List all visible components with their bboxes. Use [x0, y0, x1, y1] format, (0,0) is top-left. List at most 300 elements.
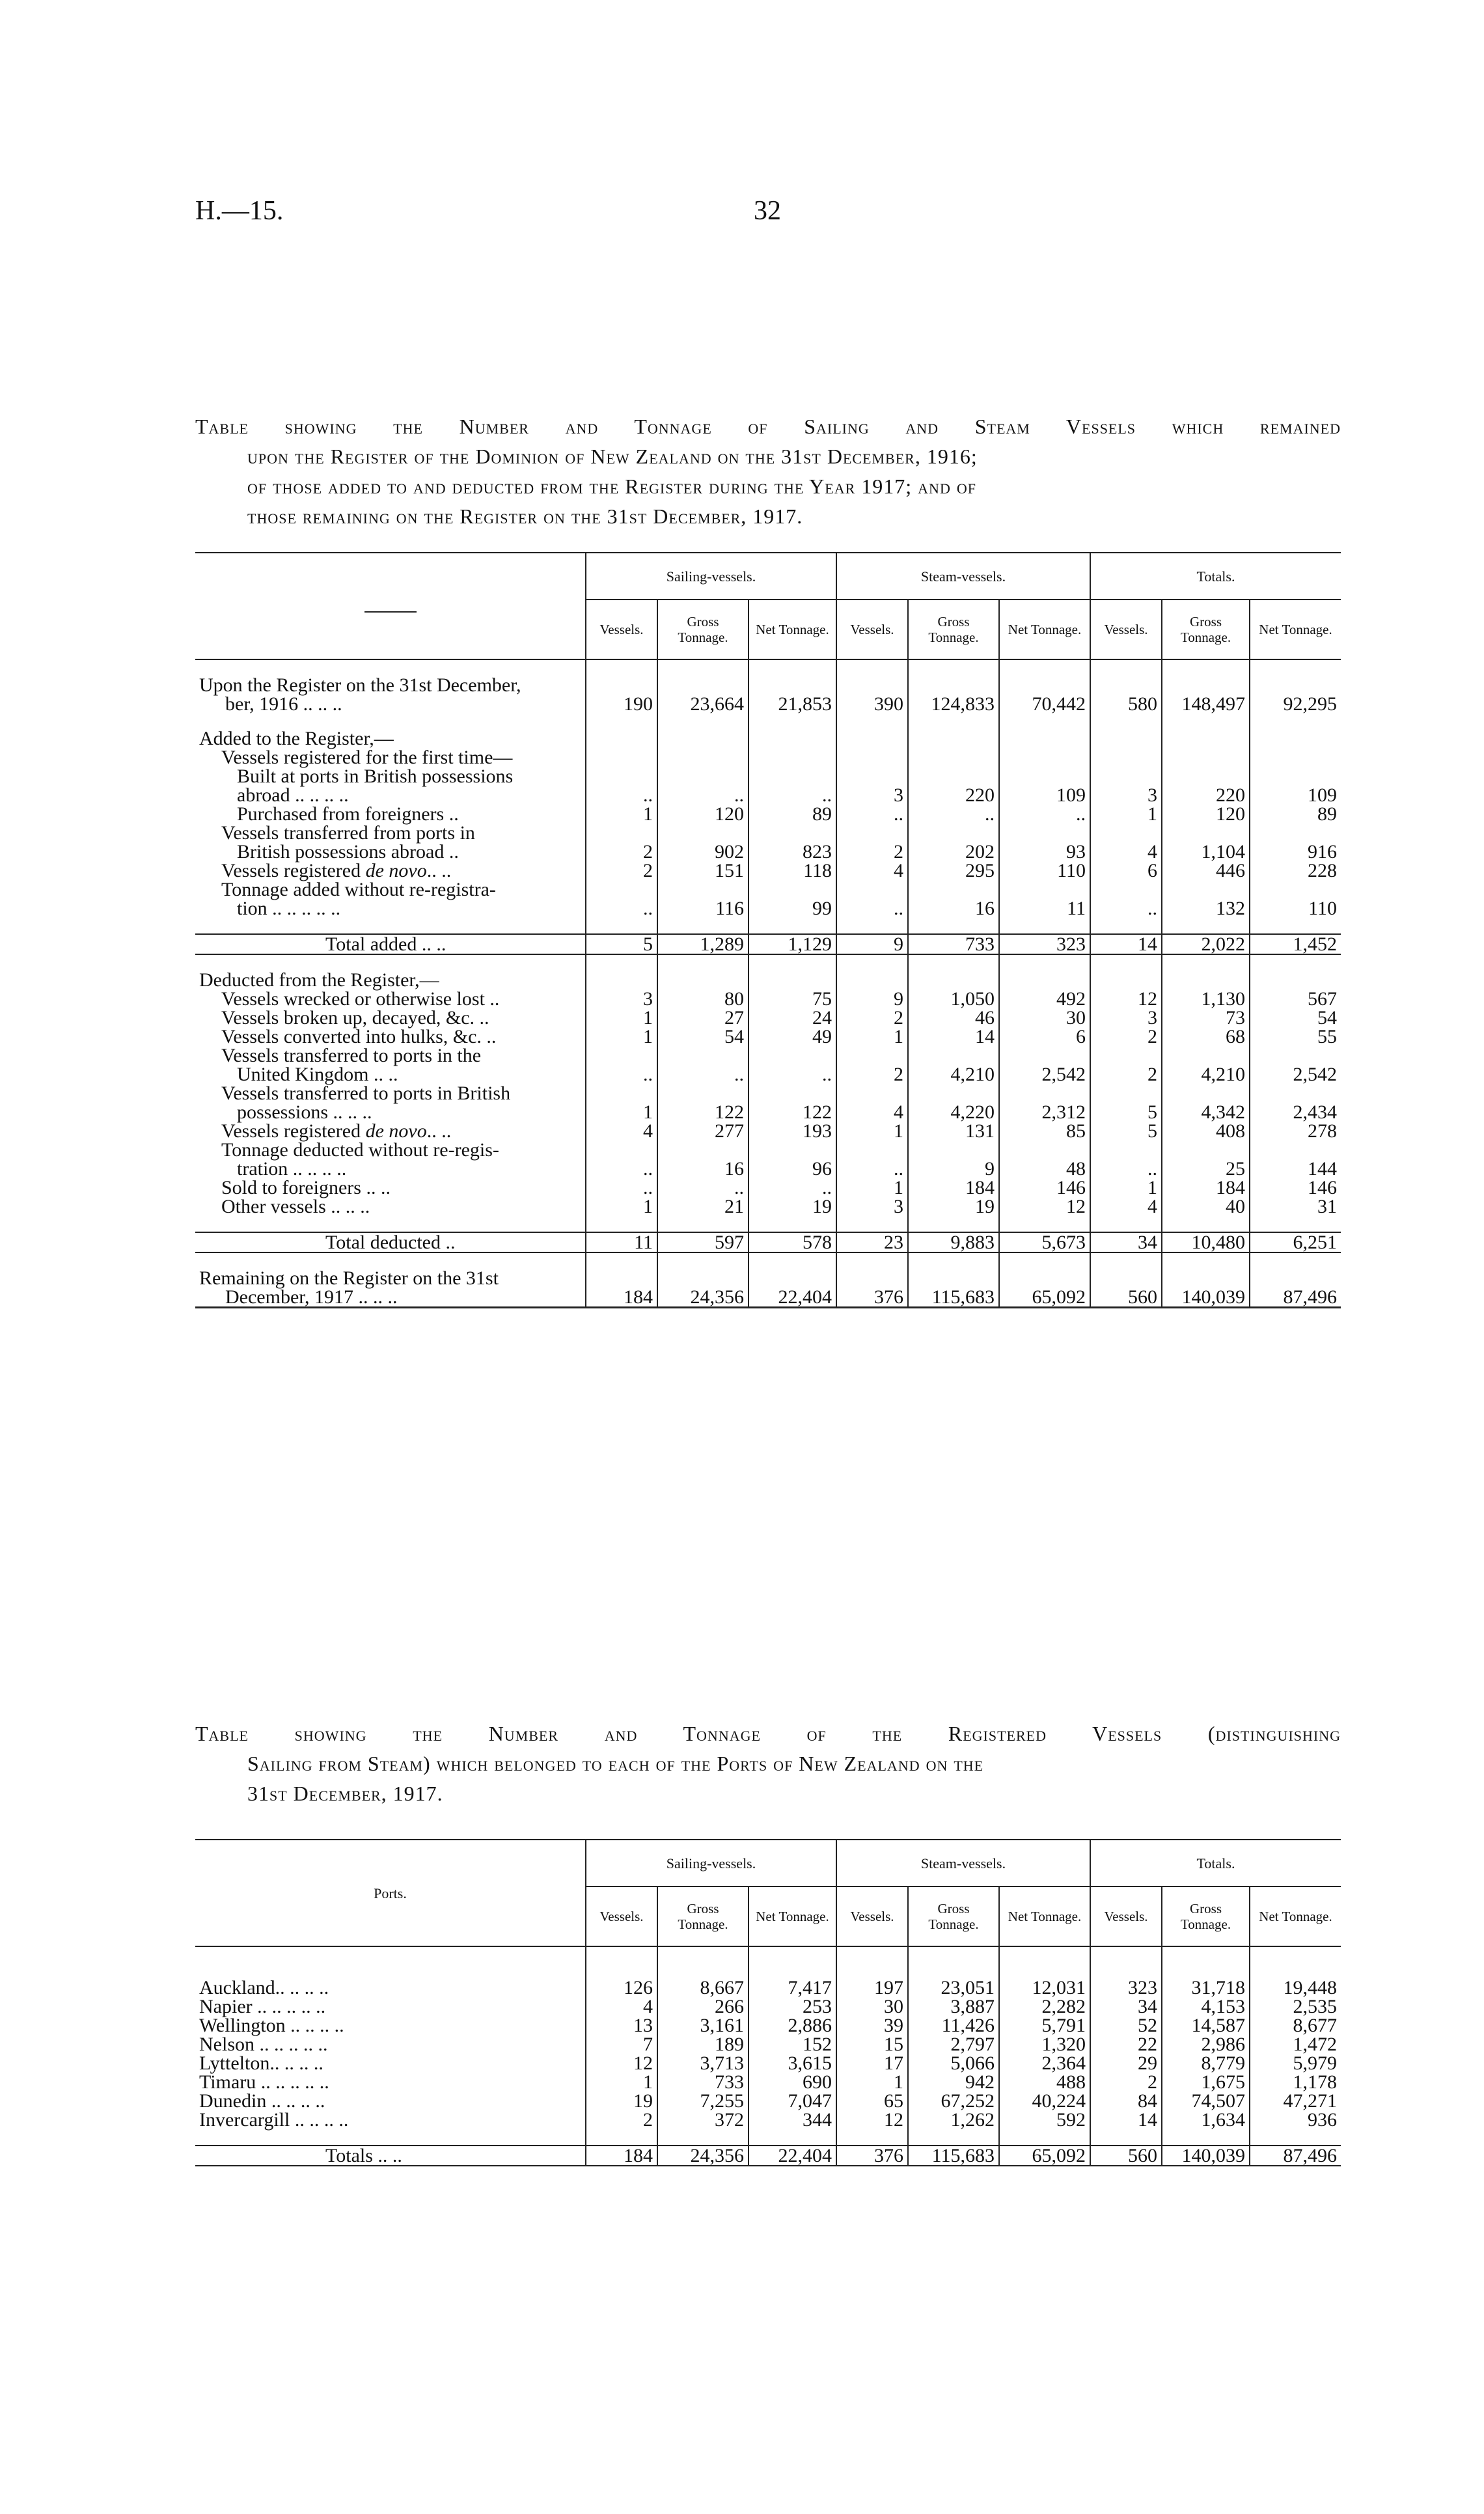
row-label: [195, 1065, 586, 1084]
value-cell: 4: [836, 861, 908, 880]
table-row: [195, 934, 1341, 954]
value-cell: 6: [999, 1027, 1090, 1046]
value-cell: 40,224: [999, 2092, 1090, 2110]
value-cell: 390: [836, 676, 908, 713]
value-cell: 597: [657, 1232, 749, 1252]
value-cell: 25: [1162, 1159, 1250, 1178]
value-cell: 2: [1090, 2073, 1162, 2092]
value-cell: 184: [586, 2146, 657, 2166]
value-cell: 733: [657, 2073, 749, 2092]
value-cell: 376: [836, 1269, 908, 1308]
value-cell: 5,066: [908, 2054, 999, 2073]
value-cell: 122: [749, 1103, 836, 1122]
value-cell: 19: [586, 2092, 657, 2110]
value-cell: 228: [1250, 861, 1341, 880]
caption-line: those remaining on the Register on the 31st December, 1917.: [247, 504, 803, 528]
value-cell: 29: [1090, 2054, 1162, 2073]
value-cell: 39: [836, 2016, 908, 2035]
row-label-line: Other vessels .. .. ..: [221, 1196, 370, 1217]
value-cell: [586, 729, 657, 748]
value-cell: 11: [999, 899, 1090, 918]
value-cell: [836, 823, 908, 842]
table-row: [195, 823, 1341, 842]
value-cell: [586, 880, 657, 899]
page-number: 32: [754, 196, 781, 226]
table-row: [195, 786, 1341, 805]
value-cell: 184: [1162, 1178, 1250, 1197]
value-cell: 5,791: [999, 2016, 1090, 2035]
row-label-line: Vessels registered de novo.. ..: [221, 860, 452, 881]
value-cell: 197: [836, 1978, 908, 1997]
value-cell: 46: [908, 1008, 999, 1027]
value-cell: 12: [586, 2054, 657, 2073]
row-label-line: Vessels wrecked or otherwise lost ..: [221, 988, 500, 1010]
value-cell: 184: [908, 1178, 999, 1197]
value-cell: 1,472: [1250, 2035, 1341, 2054]
value-cell: 3: [836, 1197, 908, 1216]
value-cell: 578: [749, 1232, 836, 1252]
row-label: [195, 805, 586, 823]
value-cell: [1250, 1046, 1341, 1065]
value-cell: 4: [586, 1122, 657, 1140]
value-cell: [1090, 1046, 1162, 1065]
value-cell: 344: [749, 2110, 836, 2129]
value-cell: [908, 823, 999, 842]
value-cell: 4,210: [908, 1065, 999, 1084]
value-cell: 2,022: [1162, 934, 1250, 954]
value-cell: 1: [586, 1027, 657, 1046]
value-cell: 488: [999, 2073, 1090, 2092]
value-cell: 148,497: [1162, 676, 1250, 713]
value-cell: 70,442: [999, 676, 1090, 713]
value-cell: 3: [1090, 786, 1162, 805]
value-cell: [1250, 823, 1341, 842]
value-cell: 3: [586, 989, 657, 1008]
value-cell: 733: [908, 934, 999, 954]
document-reference: H.—15.: [195, 196, 284, 226]
subheader-net-tonnage: Net Tonnage.: [1250, 600, 1341, 659]
value-cell: 1: [1090, 1178, 1162, 1197]
group-header-sailing: Sailing-vessels.: [586, 553, 836, 600]
value-cell: ..: [836, 805, 908, 823]
value-cell: 5,979: [1250, 2054, 1341, 2073]
page-header: [195, 195, 1341, 234]
value-cell: 9: [836, 934, 908, 954]
value-cell: 1: [586, 1008, 657, 1027]
value-cell: 23,051: [908, 1978, 999, 1997]
value-cell: 99: [749, 899, 836, 918]
value-cell: 34: [1090, 1997, 1162, 2016]
value-cell: 823: [749, 842, 836, 861]
value-cell: [749, 1084, 836, 1103]
row-label: [195, 823, 586, 842]
value-cell: [1090, 729, 1162, 748]
subheader-vessels: Vessels.: [836, 600, 908, 659]
value-cell: 277: [657, 1122, 749, 1140]
value-cell: 1,262: [908, 2110, 999, 2129]
value-cell: 140,039: [1162, 1269, 1250, 1308]
value-cell: ..: [1090, 1159, 1162, 1178]
row-label-line: Vessels converted into hulks, &c. ..: [221, 1026, 497, 1047]
value-cell: 131: [908, 1122, 999, 1140]
value-cell: 295: [908, 861, 999, 880]
group-header-steam: Steam-vessels.: [836, 553, 1090, 600]
value-cell: 74,507: [1162, 2092, 1250, 2110]
row-label-line: ber, 1916 .. .. ..: [225, 693, 342, 715]
row-label: [195, 1140, 586, 1159]
value-cell: 1,320: [999, 2035, 1090, 2054]
row-label: [195, 729, 586, 748]
value-cell: 3: [836, 786, 908, 805]
value-cell: 48: [999, 1159, 1090, 1178]
value-cell: 4: [836, 1103, 908, 1122]
value-cell: 2,364: [999, 2054, 1090, 2073]
value-cell: [1250, 729, 1341, 748]
value-cell: 580: [1090, 676, 1162, 713]
value-cell: [999, 1084, 1090, 1103]
table-row: [195, 861, 1341, 880]
value-cell: 1,634: [1162, 2110, 1250, 2129]
row-label: [195, 767, 586, 786]
value-cell: [1090, 1140, 1162, 1159]
value-cell: 132: [1162, 899, 1250, 918]
value-cell: 75: [749, 989, 836, 1008]
value-cell: 2,886: [749, 2016, 836, 2035]
value-cell: [908, 1046, 999, 1065]
value-cell: [908, 1084, 999, 1103]
value-cell: [1250, 1140, 1341, 1159]
table-row: [195, 1084, 1341, 1103]
value-cell: 184: [586, 1269, 657, 1308]
value-cell: [1090, 971, 1162, 989]
table1-caption: [195, 411, 1341, 531]
value-cell: 65,092: [999, 1269, 1090, 1308]
value-cell: [1250, 880, 1341, 899]
caption-line: 31st December, 1917.: [247, 1782, 443, 1805]
value-cell: [586, 748, 657, 767]
value-cell: 110: [1250, 899, 1341, 918]
value-cell: ..: [657, 786, 749, 805]
value-cell: 146: [999, 1178, 1090, 1197]
table-row: [195, 842, 1341, 861]
value-cell: 2: [586, 861, 657, 880]
value-cell: 2,312: [999, 1103, 1090, 1122]
row-label: [195, 1269, 586, 1308]
subheader-vessels: Vessels.: [1090, 600, 1162, 659]
value-cell: ..: [999, 805, 1090, 823]
value-cell: 5: [1090, 1122, 1162, 1140]
value-cell: 1: [836, 1178, 908, 1197]
value-cell: 12: [1090, 989, 1162, 1008]
row-label-line: December, 1917 .. .. ..: [225, 1286, 398, 1308]
port-name: Auckland.. .. .. ..: [199, 1977, 329, 1998]
value-cell: 31: [1250, 1197, 1341, 1216]
value-cell: [836, 1046, 908, 1065]
table2-body: [195, 1946, 1341, 2166]
value-cell: 492: [999, 989, 1090, 1008]
row-label: [195, 1178, 586, 1197]
value-cell: [1090, 767, 1162, 786]
value-cell: [657, 1046, 749, 1065]
value-cell: 4: [586, 1997, 657, 2016]
value-cell: 55: [1250, 1027, 1341, 1046]
value-cell: [836, 767, 908, 786]
value-cell: 4,342: [1162, 1103, 1250, 1122]
row-label-line: British possessions abroad ..: [237, 841, 459, 863]
value-cell: 592: [999, 2110, 1090, 2129]
value-cell: 2: [836, 1008, 908, 1027]
port-name: Lyttelton.. .. .. ..: [199, 2052, 323, 2074]
caption-line: Table showing the Number and Tonnage of Sailing and Steam Vessels which remained: [195, 415, 1341, 438]
value-cell: 68: [1162, 1027, 1250, 1046]
port-row: [195, 1978, 1341, 1997]
caption-line: Table showing the Number and Tonnage of the Registered Vessels (distinguishing: [195, 1722, 1341, 1745]
value-cell: 220: [1162, 786, 1250, 805]
value-cell: [586, 971, 657, 989]
value-cell: 47,271: [1250, 2092, 1341, 2110]
value-cell: [749, 767, 836, 786]
table-row: [195, 989, 1341, 1008]
value-cell: 2,282: [999, 1997, 1090, 2016]
row-label: [195, 1008, 586, 1027]
table-row: [195, 1232, 1341, 1252]
value-cell: 5,673: [999, 1232, 1090, 1252]
row-label-line: abroad .. .. .. ..: [237, 784, 349, 806]
value-cell: [749, 748, 836, 767]
value-cell: ..: [836, 1159, 908, 1178]
value-cell: 21: [657, 1197, 749, 1216]
value-cell: 12: [999, 1197, 1090, 1216]
value-cell: 30: [999, 1008, 1090, 1027]
value-cell: 87,496: [1250, 2146, 1341, 2166]
subheader-net-tonnage: Net Tonnage.: [999, 600, 1090, 659]
value-cell: 446: [1162, 861, 1250, 880]
ports-table: [195, 1839, 1341, 2166]
value-cell: 21,853: [749, 676, 836, 713]
value-cell: [586, 1140, 657, 1159]
value-cell: [1090, 880, 1162, 899]
value-cell: 278: [1250, 1122, 1341, 1140]
row-label-line: Added to the Register,—: [199, 728, 394, 749]
value-cell: 202: [908, 842, 999, 861]
group-header-steam: Steam-vessels.: [836, 1840, 1090, 1886]
group-header-totals: Totals.: [1090, 553, 1341, 600]
value-cell: 17: [836, 2054, 908, 2073]
value-cell: ..: [586, 786, 657, 805]
value-cell: 1,130: [1162, 989, 1250, 1008]
table-row: [195, 1065, 1341, 1084]
value-cell: 4,220: [908, 1103, 999, 1122]
port-row: [195, 2110, 1341, 2129]
value-cell: 936: [1250, 2110, 1341, 2129]
value-cell: 266: [657, 1997, 749, 2016]
row-label: [195, 989, 586, 1008]
value-cell: 152: [749, 2035, 836, 2054]
value-cell: 1,178: [1250, 2073, 1341, 2092]
value-cell: [908, 767, 999, 786]
value-cell: 2,542: [999, 1065, 1090, 1084]
value-cell: [999, 767, 1090, 786]
value-cell: [1250, 767, 1341, 786]
value-cell: 2: [1090, 1027, 1162, 1046]
row-label-line: Deducted from the Register,—: [199, 969, 439, 991]
row-label-line: Total added .. ..: [325, 933, 447, 955]
value-cell: [657, 880, 749, 899]
table-row: [195, 676, 1341, 713]
value-cell: 408: [1162, 1122, 1250, 1140]
value-cell: 115,683: [908, 1269, 999, 1308]
value-cell: 52: [1090, 2016, 1162, 2035]
value-cell: [657, 823, 749, 842]
table-row: [195, 1140, 1341, 1159]
value-cell: [749, 880, 836, 899]
table-row: [195, 971, 1341, 989]
value-cell: 16: [657, 1159, 749, 1178]
value-cell: ..: [836, 899, 908, 918]
row-label-line: Tonnage deducted without re-regis-: [221, 1139, 499, 1161]
row-label-line: tration .. .. .. ..: [237, 1158, 347, 1180]
port-row: [195, 2035, 1341, 2054]
port-name: Timaru .. .. .. .. ..: [199, 2071, 329, 2093]
value-cell: [1090, 748, 1162, 767]
value-cell: [586, 767, 657, 786]
value-cell: ..: [657, 1178, 749, 1197]
value-cell: 1,104: [1162, 842, 1250, 861]
value-cell: 2,986: [1162, 2035, 1250, 2054]
subheader-gross-tonnage: Gross Tonnage.: [657, 1886, 749, 1946]
value-cell: 67,252: [908, 2092, 999, 2110]
value-cell: 7,255: [657, 2092, 749, 2110]
value-cell: ..: [749, 786, 836, 805]
value-cell: 5: [586, 934, 657, 954]
value-cell: [908, 1140, 999, 1159]
value-cell: 7,047: [749, 2092, 836, 2110]
value-cell: 6: [1090, 861, 1162, 880]
value-cell: [836, 748, 908, 767]
value-cell: [1162, 880, 1250, 899]
value-cell: [836, 971, 908, 989]
port-name: Wellington .. .. .. ..: [199, 2015, 344, 2036]
row-label-line: Tonnage added without re-registra-: [221, 879, 496, 900]
value-cell: 14: [908, 1027, 999, 1046]
value-cell: 34: [1090, 1232, 1162, 1252]
value-cell: [1162, 767, 1250, 786]
subheader-net-tonnage: Net Tonnage.: [1250, 1886, 1341, 1946]
subheader-vessels: Vessels.: [586, 600, 657, 659]
ports-header: Ports.: [195, 1840, 586, 1946]
value-cell: 1: [836, 2073, 908, 2092]
caption-line: Sailing from Steam) which belonged to each of the Ports of New Zealand on the: [247, 1752, 984, 1775]
table-row: [195, 767, 1341, 786]
value-cell: [1250, 971, 1341, 989]
value-cell: 15: [836, 2035, 908, 2054]
value-cell: 1,675: [1162, 2073, 1250, 2092]
value-cell: [836, 729, 908, 748]
value-cell: 3: [1090, 1008, 1162, 1027]
value-cell: 89: [1250, 805, 1341, 823]
value-cell: 8,779: [1162, 2054, 1250, 2073]
value-cell: 12: [836, 2110, 908, 2129]
subheader-gross-tonnage: Gross Tonnage.: [908, 600, 999, 659]
value-cell: 12,031: [999, 1978, 1090, 1997]
value-cell: [1162, 971, 1250, 989]
value-cell: [749, 1046, 836, 1065]
value-cell: 2: [1090, 1065, 1162, 1084]
value-cell: 115,683: [908, 2146, 999, 2166]
port-row: [195, 2016, 1341, 2035]
value-cell: 120: [1162, 805, 1250, 823]
row-label-line: United Kingdom .. ..: [237, 1064, 398, 1085]
value-cell: 10,480: [1162, 1232, 1250, 1252]
group-header-totals: Totals.: [1090, 1840, 1341, 1886]
table-row: [195, 1197, 1341, 1216]
group-header-sailing: Sailing-vessels.: [586, 1840, 836, 1886]
value-cell: [749, 729, 836, 748]
value-cell: 19,448: [1250, 1978, 1341, 1997]
value-cell: [1090, 823, 1162, 842]
value-cell: 65: [836, 2092, 908, 2110]
row-label: [195, 1046, 586, 1065]
value-cell: 31,718: [1162, 1978, 1250, 1997]
value-cell: [1090, 1084, 1162, 1103]
value-cell: [908, 971, 999, 989]
value-cell: ..: [586, 1159, 657, 1178]
value-cell: 11: [586, 1232, 657, 1252]
value-cell: 560: [1090, 1269, 1162, 1308]
row-label-line: tion .. .. .. .. ..: [237, 898, 341, 919]
value-cell: 54: [657, 1027, 749, 1046]
value-cell: 122: [657, 1103, 749, 1122]
row-label: [195, 934, 586, 954]
row-label: [195, 1159, 586, 1178]
port-row: [195, 2092, 1341, 2110]
value-cell: 14,587: [1162, 2016, 1250, 2035]
subheader-gross-tonnage: Gross Tonnage.: [1162, 600, 1250, 659]
value-cell: [999, 823, 1090, 842]
row-label: [195, 676, 586, 713]
corner-cell: [195, 553, 586, 659]
value-cell: [749, 823, 836, 842]
value-cell: 190: [586, 676, 657, 713]
port-name: Nelson .. .. .. .. ..: [199, 2034, 328, 2055]
subheader-net-tonnage: Net Tonnage.: [749, 1886, 836, 1946]
subheader-vessels: Vessels.: [836, 1886, 908, 1946]
table-row: [195, 1008, 1341, 1027]
table-row: [195, 1159, 1341, 1178]
value-cell: ..: [908, 805, 999, 823]
value-cell: [999, 1140, 1090, 1159]
value-cell: [908, 748, 999, 767]
value-cell: 8,677: [1250, 2016, 1341, 2035]
value-cell: 110: [999, 861, 1090, 880]
value-cell: [1162, 1140, 1250, 1159]
row-label: [195, 842, 586, 861]
row-label-line: Sold to foreigners .. ..: [221, 1177, 391, 1198]
table1-body: [195, 659, 1341, 1308]
value-cell: ..: [1090, 899, 1162, 918]
subheader-vessels: Vessels.: [1090, 1886, 1162, 1946]
table-row: [195, 880, 1341, 899]
value-cell: 19: [908, 1197, 999, 1216]
value-cell: 1: [836, 1027, 908, 1046]
value-cell: [999, 880, 1090, 899]
value-cell: [657, 971, 749, 989]
value-cell: 151: [657, 861, 749, 880]
value-cell: 22,404: [749, 2146, 836, 2166]
value-cell: 80: [657, 989, 749, 1008]
value-cell: 84: [1090, 2092, 1162, 2110]
value-cell: 1: [586, 1197, 657, 1216]
